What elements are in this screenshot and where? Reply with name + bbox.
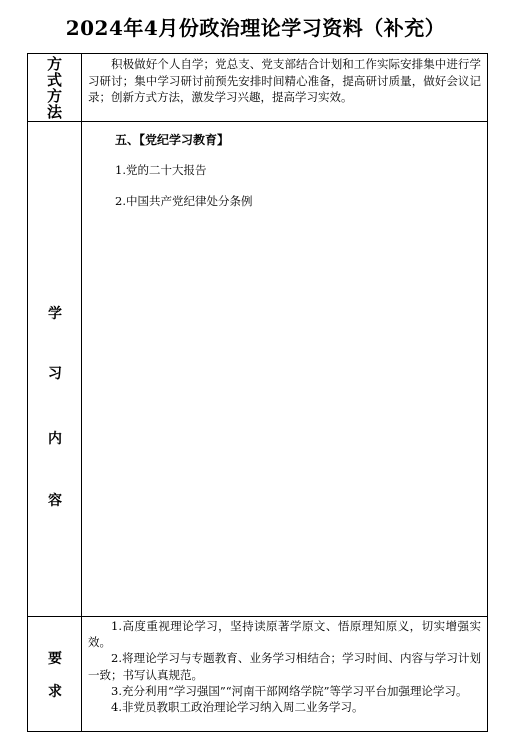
requirement-item: 4.非党员教职工政治理论学习纳入周二业务学习。	[111, 700, 364, 715]
content-label	[28, 122, 81, 616]
content-cell	[82, 122, 488, 617]
content-label-char: 学	[48, 306, 62, 322]
method-label-char: 方	[46, 54, 62, 73]
document-title: 2024年4月份政治理论学习资料（补充）	[65, 16, 446, 40]
method-label-char: 法	[46, 102, 62, 121]
method-text: 积极做好个人自学；党总支、党支部结合计划和工作实际安排集中进行学习研讨；集中学习研讨前预先安排时间精心准备，提高研讨质量，做好会议记录；创新方式方法，激发学习兴趣，提高学习实效。	[88, 57, 481, 104]
requirements-text-cell	[82, 617, 488, 732]
method-row	[28, 54, 488, 122]
requirement-item: 3.充分利用“学习强国”“河南干部网络学院”等学习平台加强理论学习。	[111, 683, 468, 698]
content-label-char: 内	[48, 431, 62, 447]
method-text-cell	[82, 54, 488, 122]
content-label-char: 容	[48, 493, 62, 509]
requirements-label-char: 求	[48, 684, 62, 700]
requirements-row	[28, 617, 488, 732]
requirements-label-cell	[28, 617, 82, 732]
requirements-label-char: 要	[48, 651, 62, 667]
requirements-label	[28, 617, 81, 731]
section-heading: 五、【党纪学习教育】	[115, 133, 230, 147]
content-item: 1.党的二十大报告	[115, 163, 207, 177]
requirement-item: 1.高度重视理论学习，坚持读原著学原文、悟原理知原义，切实增强实效。	[88, 619, 481, 650]
requirement-item: 2.将理论学习与专题教育、业务学习相结合；学习时间、内容与学习计划一致；书写认真规范。	[88, 651, 481, 682]
method-label-cell	[28, 54, 82, 122]
method-label	[46, 56, 64, 120]
study-table	[27, 53, 488, 732]
content-label-char: 习	[48, 366, 62, 382]
content-item: 2.中国共产党纪律处分条例	[115, 194, 253, 208]
method-label-char: 式	[46, 70, 62, 89]
content-label-cell	[28, 122, 82, 617]
method-label-char: 方	[46, 86, 62, 105]
requirements-list	[82, 617, 487, 715]
content-row	[28, 122, 488, 617]
